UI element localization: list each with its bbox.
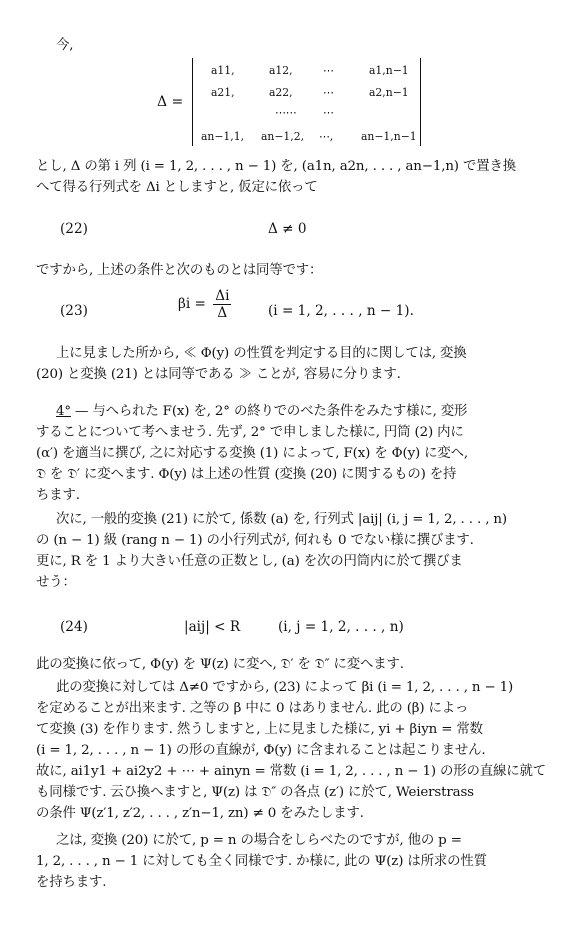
matrix-row	[193, 130, 420, 146]
paragraph-line: へて得る行列式を Δi としますと, 仮定に依って	[36, 180, 318, 195]
fraction	[213, 288, 231, 321]
equation-23	[178, 288, 234, 321]
paragraph-line: (i = 1, 2, . . . , n − 1) の形の直線が, Φ(y) に含まれることは起こりません.	[36, 743, 486, 758]
equation-number-24: (24)	[60, 619, 88, 635]
fraction-denominator: Δ	[217, 305, 228, 321]
matrix-cell: an−1,n−1	[361, 130, 417, 143]
paragraph-line: を定めることが出来ます. 之等の β 中に 0 はありません. 此の (β) によっ	[36, 701, 469, 716]
matrix-cell: a22,	[269, 86, 293, 99]
fraction-numerator: Δi	[215, 288, 230, 304]
paragraph-line: (20) と変換 (21) とは同等である ≫ ことが, 容易に分ります.	[36, 367, 401, 382]
paragraph-line: の条件 Ψ(z′1, z′2, . . . , z′n−1, zn) ≠ 0 をみたします.	[36, 806, 364, 821]
paragraph-line: 上に見ました所から, ≪ Φ(y) の性質を判定する目的に関しては, 変換	[56, 346, 467, 361]
paragraph-line: 4° — 与へられた F(x) を, 2° の終りでのべた条件をみたす様に, 変形	[56, 404, 468, 419]
matrix-cell: an−1,1,	[201, 130, 245, 143]
matrix-cell: a1,n−1	[369, 64, 409, 77]
paragraph-line: 𝔇 を 𝔇′ に変へます. Φ(y) は上述の性質 (変換 (20) に関するもの) を持	[36, 467, 457, 482]
equation-22: Δ ≠ 0	[268, 221, 307, 237]
equation-23-condition: (i = 1, 2, . . . , n − 1).	[268, 303, 414, 319]
paragraph-line: することについて考へませう. 先ず, 2° で申しました様に, 円筒 (2) 内に	[36, 425, 464, 440]
paragraph-line: 次に, 一般的変換 (21) に於て, 係数 (a) を, 行列式 |aij| (i, j = 1, 2, . . . , n)	[56, 512, 507, 527]
intro-text: 今,	[56, 38, 74, 53]
matrix-row	[193, 106, 420, 122]
section-number: 4°	[56, 404, 71, 419]
paragraph-line: の (n − 1) 級 (rang n − 1) の小行列式が, 何れも 0 でない様に撰びます.	[36, 533, 474, 548]
matrix-cell: a12,	[269, 64, 293, 77]
matrix-cell: ⋯	[323, 64, 334, 77]
paragraph-line: ちます.	[36, 488, 80, 503]
equation-24-condition: (i, j = 1, 2, . . . , n)	[278, 619, 404, 635]
equation-number-23: (23)	[60, 303, 88, 319]
paragraph-line: 此の変換に対しては Δ≠0 ですから, (23) によって βi (i = 1, 2, . . . , n − 1)	[56, 680, 514, 695]
matrix-cell: a2,n−1	[369, 86, 409, 99]
paragraph-line: を持ちます.	[36, 875, 107, 890]
paragraph-line: ですから, 上述の条件と次のものとは同等です：	[36, 263, 323, 278]
matrix-cell: an−1,2,	[261, 130, 305, 143]
matrix-cell: ⋯	[323, 86, 334, 99]
paragraph-line: (α′) を適当に撰び, 之に対応する変換 (1) によって, F(x) を Φ(y) に変へ,	[36, 446, 468, 461]
equation-lhs: βi =	[178, 296, 206, 312]
paragraph-line: も同様です. 云ひ換へますと, Ψ(z) は 𝔇″ の各点 (z′) に於て, Weierstrass	[36, 785, 474, 800]
paragraph-line: 1, 2, . . . , n − 1 に対しても全く同様です. か様に, 此の Ψ(z) は所求の性質	[36, 854, 487, 869]
paragraph-line: せう：	[36, 575, 76, 590]
equation-number-22: (22)	[60, 221, 88, 237]
matrix-cell: ⋯,	[319, 130, 334, 143]
paragraph-line: 此の変換に依って, Φ(y) を Ψ(z) に変へ, 𝔇′ を 𝔇″ に変へます.	[36, 657, 404, 672]
paragraph-line: て変換 (3) を作ります. 然うしますと, 上に見ました様に, yi + βiyn = 常数	[36, 722, 483, 737]
paragraph-line: 故に, ai1y1 + ai2y2 + ⋯ + ainyn = 常数 (i = 1, 2, . . . , n − 1) の形の直線に就て	[36, 764, 546, 779]
matrix-row	[193, 86, 420, 102]
paragraph-line: 更に, R を 1 より大きい任意の正数とし, (a) を次の円筒内に於て撰びま	[36, 554, 463, 569]
paragraph-line: とし, Δ の第 i 列 (i = 1, 2, . . . , n − 1) を, (a1n, a2n, . . . , an−1,n) で置き換	[36, 159, 516, 174]
determinant-matrix	[192, 58, 421, 146]
matrix-row	[193, 64, 420, 80]
matrix-cell: ⋯	[323, 106, 334, 119]
paragraph-line: 之は, 変換 (20) に於て, p = n の場合をしらべたのですが, 他の p =	[56, 833, 462, 848]
matrix-cell: a11,	[211, 64, 235, 77]
matrix-cell: a21,	[211, 86, 235, 99]
determinant-label: Δ =	[157, 94, 184, 110]
equation-24: |aij| < R	[184, 619, 241, 635]
matrix-cell: ⋯⋯	[275, 106, 297, 119]
